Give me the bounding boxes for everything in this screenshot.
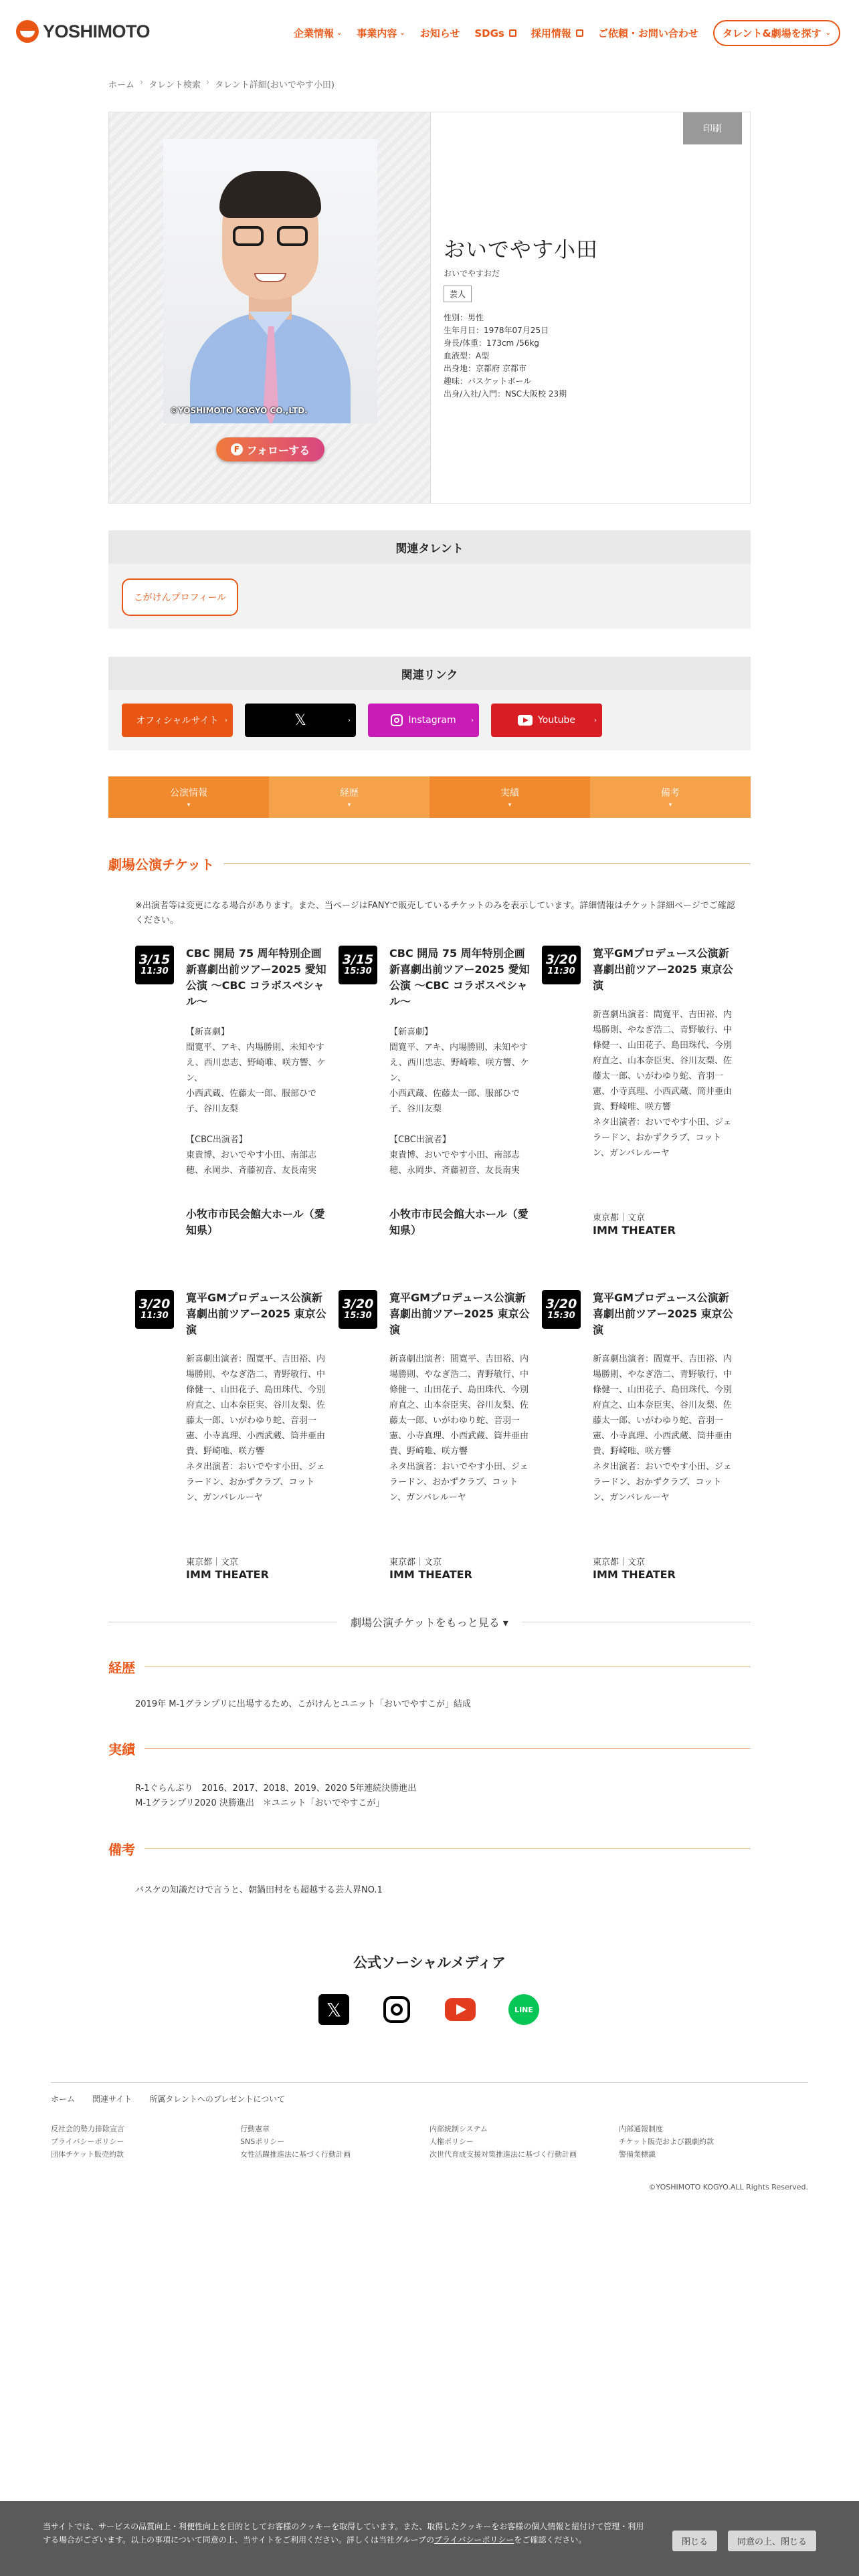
ticket-card[interactable] xyxy=(542,946,736,1267)
chevron-down-icon: ▾ xyxy=(347,802,351,809)
chevron-down-icon: ⌄ xyxy=(825,29,831,37)
ticket-time: 15:30 xyxy=(344,1311,372,1321)
ticket-venue: 小牧市市民会館大ホール（愛知県） xyxy=(389,1208,529,1237)
cookie-banner xyxy=(0,2501,859,2576)
chevron-down-icon: ▾ xyxy=(668,802,672,809)
ticket-title: 寛平GMプロデュース公演新喜劇出前ツアー2025 東京公演 xyxy=(593,947,733,992)
ticket-prefecture: 東京都｜文京 xyxy=(593,1558,646,1568)
nav-label: ご依頼・お問い合わせ xyxy=(597,27,698,39)
ticket-time: 15:30 xyxy=(344,966,372,976)
search-label: タレント&劇場を探す xyxy=(722,27,822,39)
talent-photo xyxy=(163,139,377,423)
date-badge xyxy=(542,1290,581,1329)
ticket-card[interactable] xyxy=(339,946,536,1267)
footer-column xyxy=(240,2123,430,2161)
footer-link[interactable]: チケット販売および観劇約款 xyxy=(619,2137,714,2146)
fany-icon: F xyxy=(231,443,243,455)
related-links-title: 関連リンク xyxy=(108,657,751,690)
nav-sdgs[interactable] xyxy=(474,27,516,39)
tab-label: 経歴 xyxy=(340,788,359,798)
more-tickets-label: 劇場公演チケットをもっと見る ▾ xyxy=(351,1616,508,1629)
follow-button[interactable] xyxy=(216,437,324,461)
ticket-cast: 新喜劇出演者：間寛平、吉田裕、内場勝則、やなぎ浩二、青野敏行、中條健一、山田花子、島田珠代、今別府直之、山本奈臣実、谷川友梨、佐藤太一郎、いがわゆり蛇、音羽一憲、小寺真理、小西武蔵、筒井亜由貴、野崎唯、咲方響 ネタ出演者：おいでやす小田、ジェラードン、おかずクラブ、コットン、ガンバレルーヤ xyxy=(593,1354,733,1503)
footer-link[interactable]: 行動憲章 xyxy=(240,2125,270,2133)
notes-section-title: 備考 xyxy=(108,1839,751,1858)
footer-divider xyxy=(51,2082,808,2083)
instagram-icon[interactable] xyxy=(381,1994,412,2025)
ticket-time: 11:30 xyxy=(140,966,169,976)
related-talent xyxy=(108,530,751,629)
ticket-title: 寛平GMプロデュース公演新喜劇出前ツアー2025 東京公演 xyxy=(186,1291,326,1336)
ticket-venue: IMM THEATER xyxy=(389,1568,472,1581)
genre-badge: 芸人 xyxy=(444,286,472,302)
talent-specs xyxy=(444,312,738,401)
footer-link[interactable]: 人権ポリシー xyxy=(430,2137,474,2146)
footer-link[interactable]: 内部統制システム xyxy=(430,2125,488,2133)
copyright: ©YOSHIMOTO KOGYO.ALL Rights Reserved. xyxy=(648,2183,808,2191)
ticket-time: 11:30 xyxy=(140,1311,169,1321)
ticket-prefecture: 東京都｜文京 xyxy=(593,1213,646,1223)
nav-label: 企業情報 xyxy=(293,27,334,39)
footer-link-related-sites[interactable]: 関連サイト xyxy=(92,2095,132,2104)
chevron-right-icon: › xyxy=(348,716,351,724)
date-badge xyxy=(135,946,174,984)
tab-label: 公演情報 xyxy=(170,788,207,798)
nav-label: お知らせ xyxy=(419,27,460,39)
section-tabs xyxy=(108,776,751,818)
chevron-right-icon: › xyxy=(471,716,474,724)
talent-kana: おいでやすおだ xyxy=(444,269,500,278)
external-link-icon xyxy=(576,29,583,37)
ticket-time: 15:30 xyxy=(547,1311,575,1321)
official-site-label: オフィシャルサイト xyxy=(136,716,219,726)
talent-search-button[interactable] xyxy=(713,20,840,46)
footer-link[interactable]: 次世代育成支援対策推進法に基づく行動計画 xyxy=(430,2150,577,2159)
nav-news[interactable] xyxy=(420,26,460,40)
kogaken-profile-button[interactable]: こがけんプロフィール xyxy=(122,578,238,616)
footer-link[interactable]: 女性活躍推進法に基づく行動計画 xyxy=(240,2150,351,2159)
talent-profile xyxy=(108,112,751,504)
photo-credit: ©YOSHIMOTO KOGYO CO.,LTD. xyxy=(170,406,308,415)
follow-label: フォローする xyxy=(246,443,310,457)
achievement-item: R-1ぐらんぷり 2016、2017、2018、2019、2020 5年連続決勝進出 xyxy=(135,1784,417,1794)
ticket-date: 3/15 xyxy=(138,952,171,967)
nav-label: SDGs xyxy=(474,27,504,39)
cookie-text: 当サイトでは、サービスの品質向上・利便性向上を目的としてお客様のクッキーを取得しています。また、取得したクッキーをお客様の個人情報と紐付けて管理・利用する場合がございます。以上の事項について同意の上、当サイトをご利用ください。詳しくは当社グループのプライバシーポリシーをご確認ください。 xyxy=(43,2522,644,2545)
spec-hometown: 出身地：京都府 京都市 xyxy=(444,364,527,373)
chevron-right-icon: › xyxy=(594,716,597,724)
footer-link-gifts[interactable]: 所属タレントへのプレゼントについて xyxy=(149,2095,286,2104)
achievements-section-title: 実績 xyxy=(108,1739,751,1758)
breadcrumb-current: タレント詳細(おいでやす小田) xyxy=(215,80,335,90)
footer-columns xyxy=(51,2123,808,2161)
ticket-title: CBC 開局 75 周年特別企画 新喜劇出前ツアー2025 愛知公演 〜CBC コラボスペシャル〜 xyxy=(186,947,332,1008)
tab-notes[interactable] xyxy=(590,776,751,818)
line-icon[interactable]: LINE xyxy=(508,1994,539,2025)
social-links xyxy=(318,1994,539,2025)
footer-column xyxy=(619,2123,808,2161)
ticket-time: 11:30 xyxy=(547,966,575,976)
global-nav xyxy=(294,20,840,46)
ticket-card[interactable] xyxy=(135,1290,329,1598)
spec-origin: 出身/入社/入門：NSC大阪校 23期 xyxy=(444,389,567,399)
nav-contact[interactable] xyxy=(598,26,698,40)
x-icon: 𝕏 xyxy=(294,712,306,729)
ticket-date: 3/20 xyxy=(138,1297,171,1311)
x-link[interactable] xyxy=(245,704,356,737)
date-badge xyxy=(339,1290,377,1329)
tickets-section-title: 劇場公演チケット xyxy=(108,854,751,873)
ticket-cast: 新喜劇出演者：間寛平、吉田裕、内場勝則、やなぎ浩二、青野敏行、中條健一、山田花子、島田珠代、今別府直之、山本奈臣実、谷川友梨、佐藤太一郎、いがわゆり蛇、音羽一憲、小寺真理、小西武蔵、筒井亜由貴、野崎唯、咲方響 ネタ出演者：おいでやす小田、ジェラードン、おかずクラブ、コットン、ガンバレルーヤ xyxy=(593,1010,733,1158)
chevron-down-icon: ⌄ xyxy=(337,29,343,37)
yoshimoto-logo[interactable] xyxy=(16,20,150,43)
ticket-date: 3/20 xyxy=(342,1297,374,1311)
spec-hobby: 趣味：バスケットボール xyxy=(444,377,532,386)
x-icon[interactable]: 𝕏 xyxy=(318,1994,349,2025)
ticket-cast: 【新喜劇】 間寛平、アキ、内場勝則、未知やすえ、西川忠志、野崎唯、咲方響、ケン、 小西武蔵、佐藤太一郎、服部ひで子、谷川友梨 【CBC出演者】 東貴博、おいでやす小田、南部志穂、永岡歩、斉藤初音、友長南実 xyxy=(186,1027,326,1176)
breadcrumb-separator-icon: › xyxy=(140,78,144,88)
ticket-date: 3/20 xyxy=(545,1297,577,1311)
footer-nav xyxy=(51,2093,285,2105)
footer-link[interactable]: 内部通報制度 xyxy=(619,2125,663,2133)
chevron-down-icon: ▾ xyxy=(508,802,512,809)
achievement-item: M-1グランプリ2020 決勝進出 ＊ユニット「おいでやすこが」 xyxy=(135,1798,385,1808)
instagram-icon xyxy=(391,714,403,726)
nav-label: 事業内容 xyxy=(357,27,397,39)
ticket-venue: IMM THEATER xyxy=(593,1224,676,1237)
ticket-title: 寛平GMプロデュース公演新喜劇出前ツアー2025 東京公演 xyxy=(593,1291,733,1336)
ticket-title: 寛平GMプロデュース公演新喜劇出前ツアー2025 東京公演 xyxy=(389,1291,530,1336)
tab-performances[interactable] xyxy=(108,776,269,818)
ticket-title: CBC 開局 75 周年特別企画 新喜劇出前ツアー2025 愛知公演 〜CBC コラボスペシャル〜 xyxy=(389,947,536,1008)
talent-info xyxy=(444,233,738,401)
site-header xyxy=(0,0,859,63)
spec-blood-type: 血液型：A型 xyxy=(444,351,490,360)
chevron-down-icon: ⌄ xyxy=(399,29,405,37)
tab-label: 実績 xyxy=(500,788,519,798)
privacy-policy-link[interactable]: プライバシーポリシー xyxy=(434,2535,514,2545)
footer-link[interactable]: 反社会的勢力排除宣言 xyxy=(51,2125,124,2133)
breadcrumb xyxy=(108,78,335,90)
ticket-venue: IMM THEATER xyxy=(593,1568,676,1581)
footer-column xyxy=(430,2123,619,2161)
talent-name: おいでやす小田 xyxy=(444,237,599,262)
ticket-venue: 小牧市市民会館大ホール（愛知県） xyxy=(186,1208,325,1237)
related-talent-title: 関連タレント xyxy=(108,530,751,564)
ticket-cast: 【新喜劇】 間寛平、アキ、内場勝則、未知やすえ、西川忠志、野崎唯、咲方響、ケン、 小西武蔵、佐藤太一郎、服部ひで子、谷川友梨 【CBC出演者】 東貴博、おいでやす小田、南部志穂、永岡歩、斉藤初音、友長南実 xyxy=(389,1027,529,1176)
ticket-cast: 新喜劇出演者：間寛平、吉田裕、内場勝則、やなぎ浩二、青野敏行、中條健一、山田花子、島田珠代、今別府直之、山本奈臣実、谷川友梨、佐藤太一郎、いがわゆり蛇、音羽一憲、小寺真理、小西武蔵、筒井亜由貴、野崎唯、咲方響 ネタ出演者：おいでやす小田、ジェラードン、おかずクラブ、コットン、ガンバレルーヤ xyxy=(186,1354,326,1503)
official-site-link[interactable] xyxy=(122,704,233,737)
breadcrumb-home[interactable]: ホーム xyxy=(108,80,135,90)
instagram-label: Instagram xyxy=(408,715,456,726)
logo-text: YOSHIMOTO xyxy=(43,21,151,41)
ticket-card[interactable] xyxy=(135,946,332,1267)
tab-achievements[interactable] xyxy=(430,776,590,818)
related-links xyxy=(108,657,751,750)
nav-company[interactable] xyxy=(294,26,342,40)
print-button[interactable]: 印刷 xyxy=(683,112,742,144)
cookie-close-button[interactable]: 閉じる xyxy=(672,2531,717,2551)
more-tickets-link[interactable] xyxy=(108,1614,751,1630)
link-row xyxy=(122,704,602,737)
ticket-date: 3/15 xyxy=(342,952,374,967)
achievements-list xyxy=(135,1782,416,1811)
breadcrumb-talent-search[interactable]: タレント検索 xyxy=(149,80,201,90)
youtube-icon[interactable] xyxy=(444,1994,476,2025)
ticket-date: 3/20 xyxy=(545,952,577,967)
career-section-title: 経歴 xyxy=(108,1657,751,1677)
footer-link[interactable]: プライバシーポリシー xyxy=(51,2137,124,2146)
youtube-label: Youtube xyxy=(538,715,575,726)
date-badge xyxy=(135,1290,174,1329)
spec-height-weight: 身長/体重：173cm /56kg xyxy=(444,338,539,348)
footer-link[interactable]: 団体チケット販売約款 xyxy=(51,2150,124,2159)
ticket-prefecture: 東京都｜文京 xyxy=(389,1558,442,1568)
footer-column xyxy=(51,2123,240,2161)
chevron-down-icon: ▾ xyxy=(187,802,191,809)
ticket-venue: IMM THEATER xyxy=(186,1568,269,1581)
ticket-cast: 新喜劇出演者：間寛平、吉田裕、内場勝則、やなぎ浩二、青野敏行、中條健一、山田花子、島田珠代、今別府直之、山本奈臣実、谷川友梨、佐藤太一郎、いがわゆり蛇、音羽一憲、小寺真理、小西武蔵、筒井亜由貴、野崎唯、咲方響 ネタ出演者：おいでやす小田、ジェラードン、おかずクラブ、コットン、ガンバレルーヤ xyxy=(389,1354,529,1503)
chevron-right-icon: › xyxy=(225,716,227,724)
youtube-icon xyxy=(518,715,533,726)
footer-link-home[interactable]: ホーム xyxy=(51,2095,76,2104)
date-badge xyxy=(339,946,377,984)
footer-link[interactable]: 警備業標識 xyxy=(619,2150,656,2159)
cookie-agree-button[interactable]: 同意の上、閉じる xyxy=(728,2531,816,2551)
profile-photo-area xyxy=(109,112,431,503)
social-media-title: 公式ソーシャルメディア xyxy=(353,1955,506,1971)
cookie-buttons xyxy=(672,2531,816,2551)
spec-birthday: 生年月日：1978年07月25日 xyxy=(444,326,549,335)
yoshimoto-logo-icon xyxy=(16,20,39,43)
breadcrumb-separator-icon: › xyxy=(205,78,210,88)
career-text: 2019年 M-1グランプリに出場するため、こがけんとユニット「おいでやすこが」結成 xyxy=(135,1699,471,1709)
tab-career[interactable] xyxy=(269,776,430,818)
ticket-card[interactable] xyxy=(339,1290,533,1598)
footer-link[interactable]: SNSポリシー xyxy=(240,2137,285,2146)
ticket-prefecture: 東京都｜文京 xyxy=(186,1558,239,1568)
ticket-card[interactable] xyxy=(542,1290,736,1598)
date-badge xyxy=(542,946,581,984)
spec-gender: 性別：男性 xyxy=(444,313,484,322)
nav-recruit[interactable] xyxy=(531,26,583,40)
tab-label: 備考 xyxy=(661,788,680,798)
tickets-notice: ※出演者等は変更になる場合があります。また、当ページはFANYで販売しているチケットのみを表示しています。詳細情報はチケット詳細ページでご確認ください。 xyxy=(135,901,735,926)
instagram-link[interactable] xyxy=(368,704,479,737)
nav-label: 採用情報 xyxy=(531,27,571,39)
notes-text: バスケの知識だけで言うと、朝鍋田村をも超越する芸人界NO.1 xyxy=(135,1885,383,1895)
youtube-link[interactable] xyxy=(491,704,602,737)
external-link-icon xyxy=(509,29,516,37)
nav-business[interactable] xyxy=(357,26,405,40)
